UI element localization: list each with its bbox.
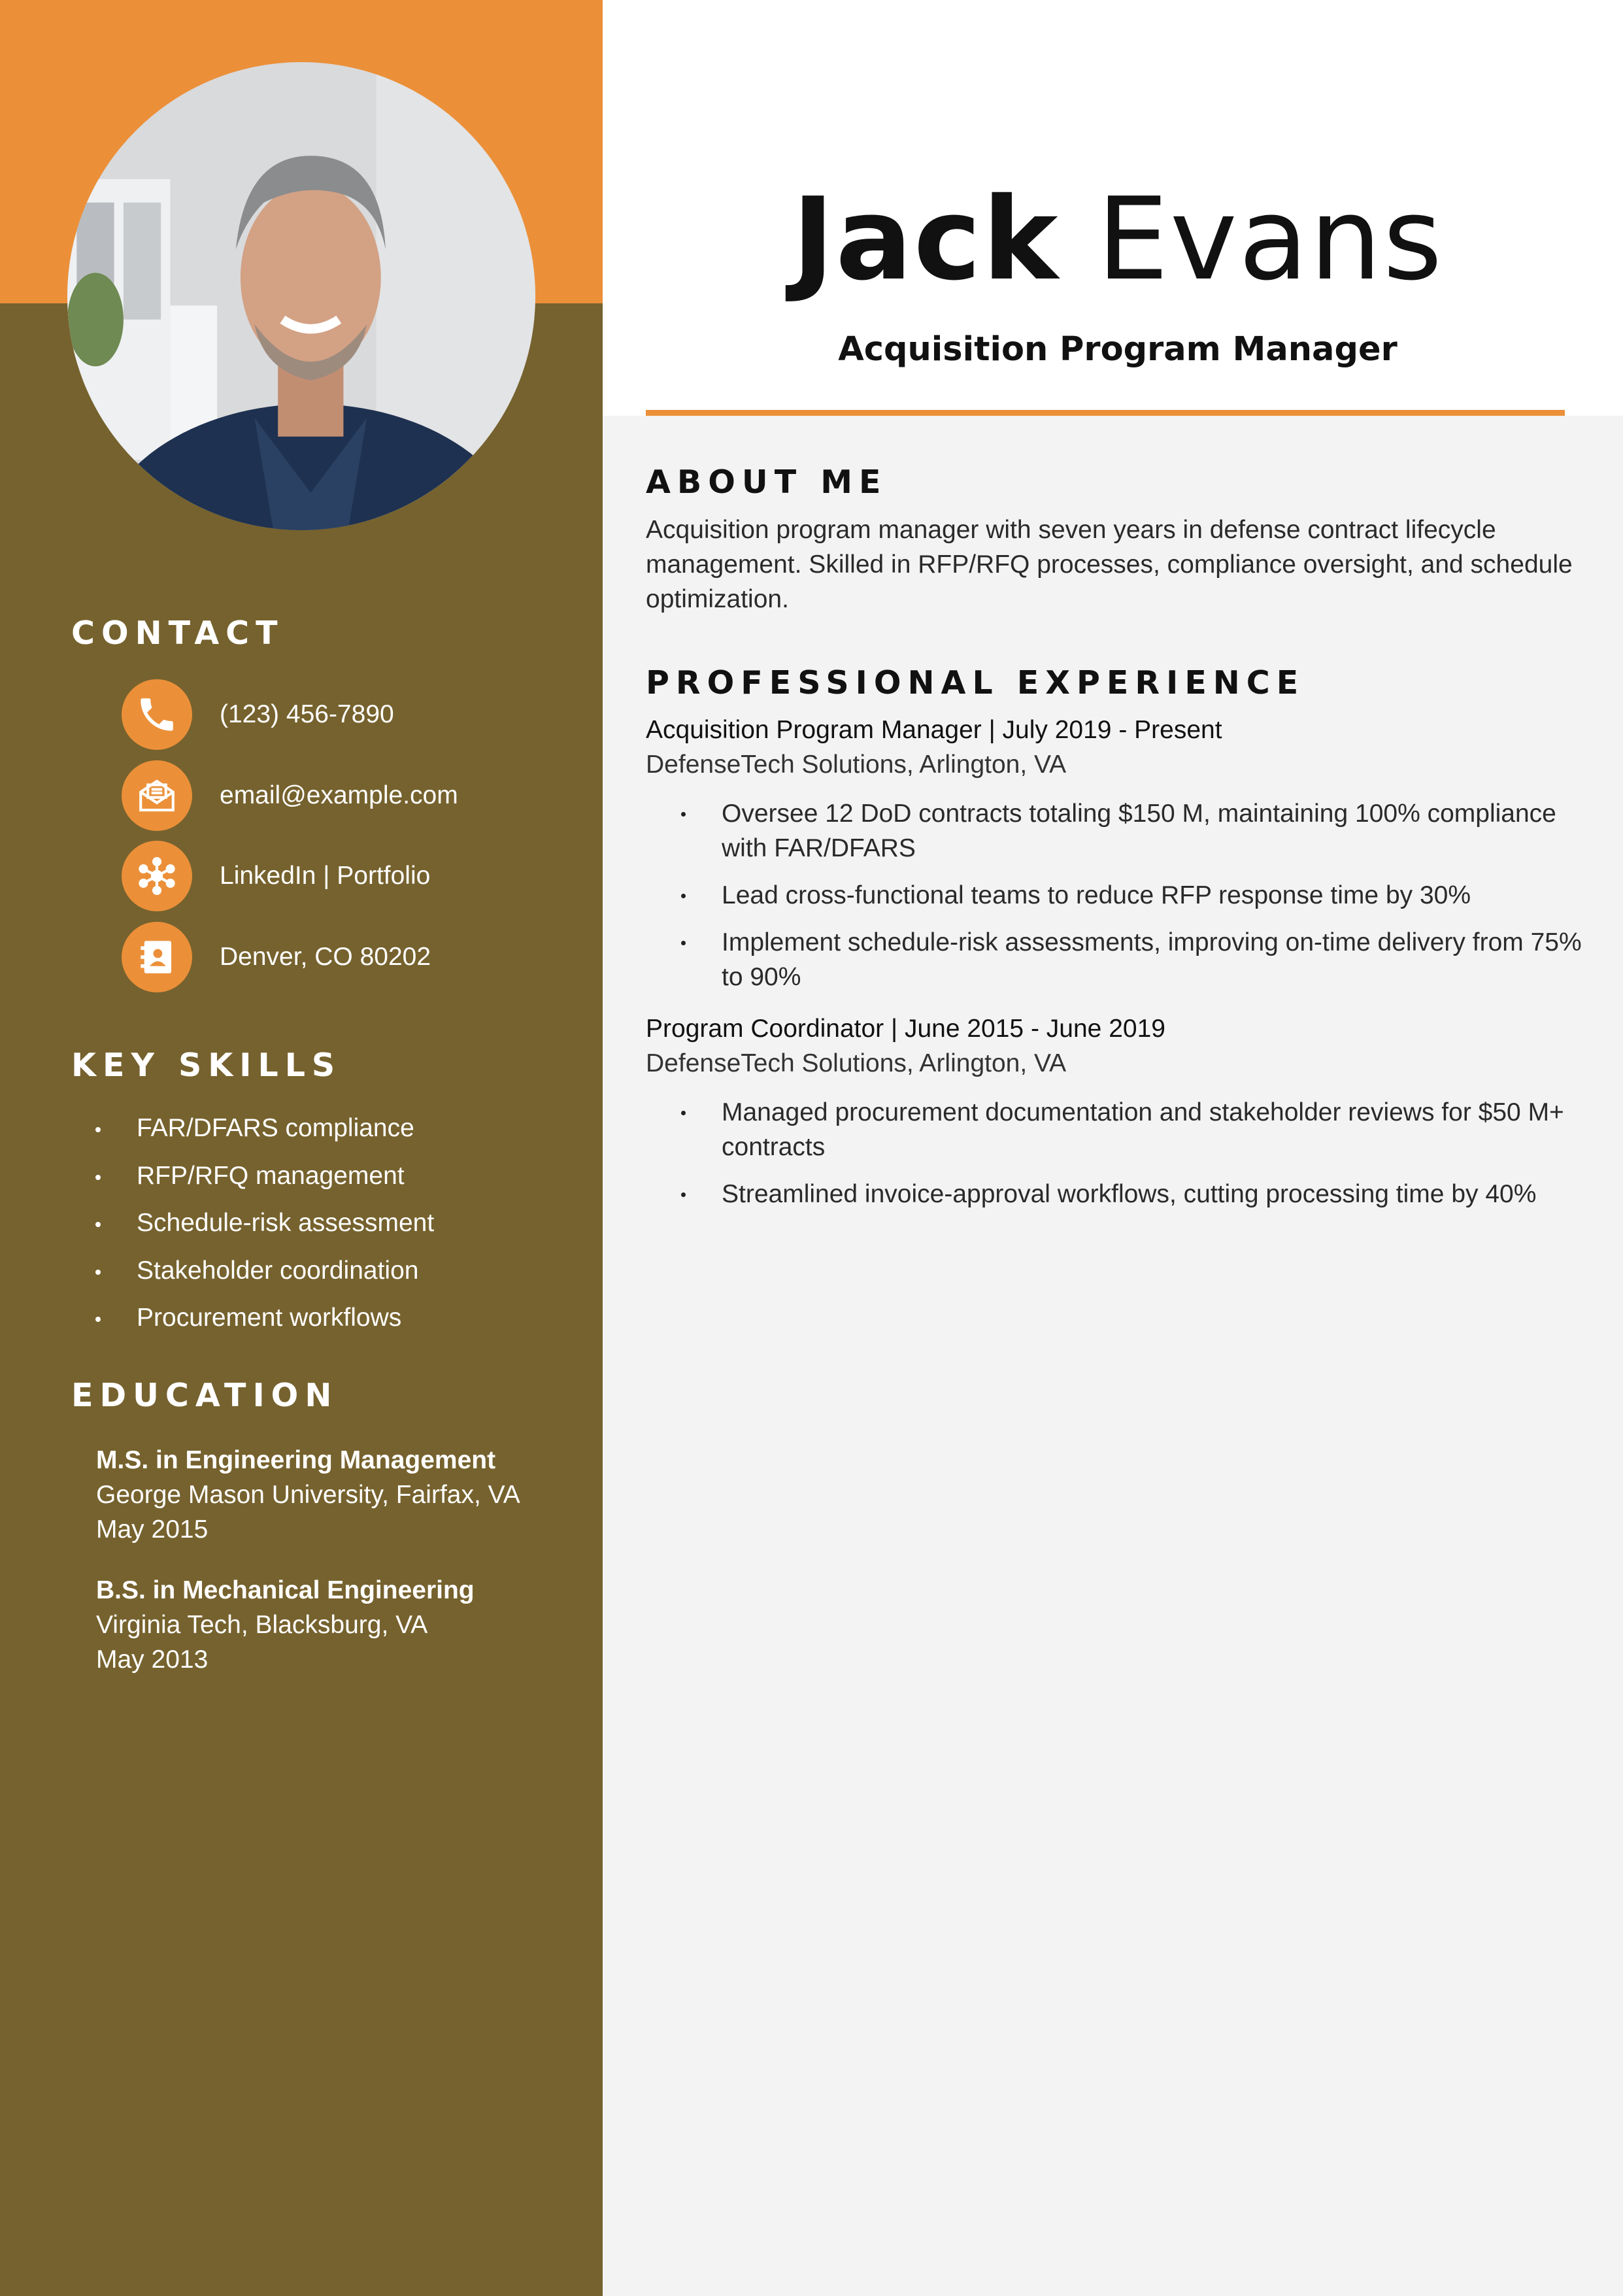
job-entry-title: Acquisition Program Manager | July 2019 - Present (646, 716, 1222, 744)
list-item: Schedule-risk assessment (95, 1200, 434, 1247)
job-bullets (678, 796, 1594, 1007)
education-entry (96, 1443, 520, 1547)
contact-heading: CONTACT (71, 615, 284, 652)
job-title: Acquisition Program Manager (838, 330, 1397, 369)
skills-heading: KEY SKILLS (71, 1047, 342, 1084)
contact-phone-text: (123) 456-7890 (220, 700, 394, 728)
list-item: Managed procurement documentation and stakeholder reviews for $50 M+ contracts (678, 1095, 1594, 1164)
about-heading: ABOUT ME (646, 464, 888, 501)
contact-phone[interactable] (122, 679, 394, 750)
list-item: RFP/RFQ management (95, 1153, 434, 1200)
list-item: Streamlined invoice-approval workflows, cutting processing time by 40% (678, 1177, 1594, 1211)
job-entry-company: DefenseTech Solutions, Arlington, VA (646, 1049, 1067, 1077)
contact-email-text: email@example.com (220, 781, 458, 809)
profile-photo (67, 62, 535, 530)
skills-list (95, 1105, 434, 1342)
school: Virginia Tech, Blacksburg, VA (96, 1611, 428, 1639)
contact-links[interactable] (122, 841, 430, 911)
header-divider (646, 410, 1565, 416)
education-entry (96, 1573, 475, 1677)
contact-email[interactable] (122, 760, 458, 831)
list-item: Procurement workflows (95, 1294, 434, 1342)
school: George Mason University, Fairfax, VA (96, 1481, 520, 1509)
list-item: Lead cross-functional teams to reduce RFP response time by 30% (678, 878, 1594, 913)
degree: B.S. in Mechanical Engineering (96, 1576, 475, 1604)
address-book-icon (122, 922, 192, 992)
about-text: Acquisition program manager with seven years in defense contract lifecycle management. Skilled in RFP/RFQ processes, compliance oversight, and schedule optimization. (646, 516, 1573, 613)
list-item: Oversee 12 DoD contracts totaling $150 M, maintaining 100% compliance with FAR/DFARS (678, 796, 1594, 866)
phone-icon (122, 679, 192, 750)
list-item: Implement schedule-risk assessments, improving on-time delivery from 75% to 90% (678, 925, 1594, 994)
network-icon (122, 841, 192, 911)
full-name (719, 173, 1516, 306)
last-name: Evans (1096, 173, 1444, 306)
job-bullets (678, 1095, 1594, 1224)
contact-address[interactable] (122, 922, 431, 992)
education-heading: EDUCATION (71, 1377, 339, 1414)
contact-links-text: LinkedIn | Portfolio (220, 862, 431, 890)
list-item: FAR/DFARS compliance (95, 1105, 434, 1153)
contact-address-text: Denver, CO 80202 (220, 943, 431, 971)
graduation-date: May 2015 (96, 1515, 209, 1544)
list-item: Stakeholder coordination (95, 1247, 434, 1295)
job-entry-company: DefenseTech Solutions, Arlington, VA (646, 751, 1067, 779)
job-entry-title: Program Coordinator | June 2015 - June 2019 (646, 1015, 1165, 1043)
degree: M.S. in Engineering Management (96, 1446, 496, 1474)
graduation-date: May 2013 (96, 1646, 209, 1674)
experience-heading: PROFESSIONAL EXPERIENCE (646, 664, 1305, 701)
first-name: Jack (792, 173, 1060, 306)
email-icon (122, 760, 192, 831)
